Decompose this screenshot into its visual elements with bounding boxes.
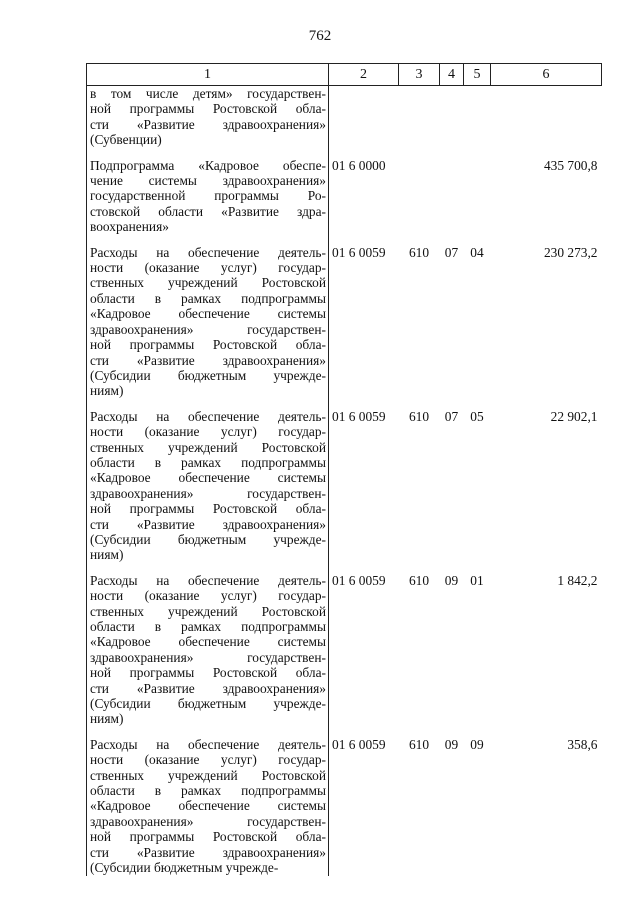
spacer-cell <box>491 399 602 409</box>
section-cell: 07 <box>444 408 459 424</box>
description-line: «Кадровое обеспечение системы <box>90 470 326 486</box>
description-line: ной программы Ростовской обла- <box>90 337 326 353</box>
expense-type-cell: 610 <box>408 244 430 260</box>
expense-type-cell: 610 <box>408 736 430 752</box>
description-line: сти «Развитие здравоохранения» <box>90 516 326 532</box>
description-line: ности (оказание услуг) государ- <box>90 424 326 440</box>
description-line: государственной программы Ро- <box>90 188 326 204</box>
spacer-cell <box>464 148 491 158</box>
spacer-cell <box>399 727 440 737</box>
description-line: области в рамках подпрограммы <box>90 783 326 799</box>
description-cell <box>87 158 329 235</box>
description-line: ниям) <box>90 711 124 727</box>
spacer-cell <box>87 727 329 737</box>
description-line: (Субсидии бюджетным учрежде- <box>90 367 326 383</box>
description-line: стовской области «Развитие здра- <box>90 203 326 219</box>
budget-table-container <box>86 63 601 876</box>
header-col-5: 5 <box>464 64 491 86</box>
header-col-2: 2 <box>329 64 399 86</box>
table-row <box>87 245 602 399</box>
spacer-cell <box>491 148 602 158</box>
target-code-cell: 01 6 0059 <box>332 244 386 260</box>
description-line: ности (оказание услуг) государ- <box>90 588 326 604</box>
table-row <box>87 409 602 563</box>
row-spacer <box>87 148 602 158</box>
spacer-cell <box>399 148 440 158</box>
subsection-cell <box>464 86 491 148</box>
spacer-cell <box>87 148 329 158</box>
description-line: ниям) <box>90 547 124 563</box>
description-line: воохранения» <box>90 219 169 235</box>
description-line: ной программы Ростовской обла- <box>90 101 326 117</box>
table-body <box>87 86 602 876</box>
subsection-cell: 04 <box>470 244 484 260</box>
description-line: «Кадровое обеспечение системы <box>90 634 326 650</box>
spacer-cell <box>440 727 464 737</box>
spacer-cell <box>491 727 602 737</box>
description-line: ственных учреждений Ростовской <box>90 603 326 619</box>
target-code-cell <box>329 86 399 148</box>
row-spacer <box>87 399 602 409</box>
amount-cell: 22 902,1 <box>550 408 598 424</box>
amount-cell: 358,6 <box>567 736 598 752</box>
expense-type-cell <box>399 158 440 235</box>
subsection-cell: 05 <box>470 408 484 424</box>
amount-cell: 435 700,8 <box>543 157 598 173</box>
budget-table <box>86 63 602 876</box>
subsection-cell: 09 <box>470 736 484 752</box>
description-cell <box>87 86 329 148</box>
description-line: Расходы на обеспечение деятель- <box>90 244 326 260</box>
spacer-cell <box>464 399 491 409</box>
section-cell <box>440 86 464 148</box>
description-line: ной программы Ростовской обла- <box>90 829 326 845</box>
description-line: ности (оказание услуг) государ- <box>90 260 326 276</box>
description-line: сти «Развитие здравоохранения» <box>90 352 326 368</box>
description-line: сти «Развитие здравоохранения» <box>90 680 326 696</box>
description-line: в том числе детям» государствен- <box>90 86 326 101</box>
target-code-cell: 01 6 0059 <box>332 408 386 424</box>
target-code-cell: 01 6 0059 <box>332 572 386 588</box>
description-line: ной программы Ростовской обла- <box>90 665 326 681</box>
table-row <box>87 573 602 727</box>
page-number: 762 <box>308 28 332 44</box>
description-line: «Кадровое обеспечение системы <box>90 798 326 814</box>
spacer-cell <box>440 235 464 245</box>
description-line: области в рамках подпрограммы <box>90 290 326 306</box>
description-line: Расходы на обеспечение деятель- <box>90 736 326 752</box>
description-cell <box>87 409 329 563</box>
description-line: (Субсидии бюджетным учрежде- <box>90 696 326 712</box>
description-line: области в рамках подпрограммы <box>90 619 326 634</box>
expense-type-cell: 610 <box>408 408 430 424</box>
spacer-cell <box>399 235 440 245</box>
description-line: сти «Развитие здравоохранения» <box>90 116 326 132</box>
spacer-cell <box>491 563 602 573</box>
description-line: (Субвенции) <box>90 132 162 148</box>
section-cell <box>440 158 464 235</box>
spacer-cell <box>329 727 399 737</box>
spacer-cell <box>329 235 399 245</box>
header-row <box>87 64 602 86</box>
spacer-cell <box>329 563 399 573</box>
description-line: здравоохранения» государствен- <box>90 649 326 665</box>
amount-cell: 230 273,2 <box>543 244 598 260</box>
table-row <box>87 737 602 876</box>
subsection-cell <box>464 158 491 235</box>
section-cell: 07 <box>444 244 459 260</box>
header-col-3: 3 <box>399 64 440 86</box>
description-line: ниям) <box>90 383 124 399</box>
description-line: ственных учреждений Ростовской <box>90 767 326 783</box>
header-col-4: 4 <box>440 64 464 86</box>
description-line: Расходы на обеспечение деятель- <box>90 408 326 424</box>
description-cell <box>87 245 329 399</box>
amount-cell <box>491 86 602 148</box>
description-line: ной программы Ростовской обла- <box>90 501 326 517</box>
subsection-cell: 01 <box>470 572 484 588</box>
spacer-cell <box>87 563 329 573</box>
target-code-cell: 01 6 0000 <box>332 157 386 173</box>
spacer-cell <box>440 563 464 573</box>
description-line: области в рамках подпрограммы <box>90 454 326 470</box>
header-col-1: 1 <box>87 64 329 86</box>
spacer-cell <box>491 235 602 245</box>
spacer-cell <box>464 235 491 245</box>
target-code-cell: 01 6 0059 <box>332 736 386 752</box>
description-line: здравоохранения» государствен- <box>90 321 326 337</box>
description-line: ственных учреждений Ростовской <box>90 275 326 291</box>
spacer-cell <box>440 399 464 409</box>
table-row <box>87 86 602 148</box>
table-row <box>87 158 602 235</box>
amount-cell: 1 842,2 <box>557 572 598 588</box>
description-line: (Субсидии бюджетным учрежде- <box>90 531 326 547</box>
description-line: (Субсидии бюджетным учрежде- <box>90 860 279 876</box>
spacer-cell <box>464 563 491 573</box>
description-line: здравоохранения» государствен- <box>90 485 326 501</box>
description-cell <box>87 573 329 727</box>
expense-type-cell: 610 <box>408 572 430 588</box>
table-header <box>87 64 602 86</box>
spacer-cell <box>87 399 329 409</box>
description-line: ности (оказание услуг) государ- <box>90 752 326 768</box>
header-col-6: 6 <box>491 64 602 86</box>
spacer-cell <box>329 148 399 158</box>
description-line: ственных учреждений Ростовской <box>90 439 326 455</box>
description-line: Подпрограмма «Кадровое обеспе- <box>90 157 326 173</box>
description-line: Расходы на обеспечение деятель- <box>90 572 326 588</box>
row-spacer <box>87 727 602 737</box>
spacer-cell <box>399 399 440 409</box>
section-cell: 09 <box>444 736 459 752</box>
row-spacer <box>87 563 602 573</box>
description-line: сти «Развитие здравоохранения» <box>90 844 326 860</box>
spacer-cell <box>440 148 464 158</box>
description-cell <box>87 737 329 876</box>
description-line: чение системы здравоохранения» <box>90 173 326 189</box>
description-line: «Кадровое обеспечение системы <box>90 306 326 322</box>
spacer-cell <box>464 727 491 737</box>
row-spacer <box>87 235 602 245</box>
expense-type-cell <box>399 86 440 148</box>
spacer-cell <box>399 563 440 573</box>
description-line: здравоохранения» государствен- <box>90 813 326 829</box>
section-cell: 09 <box>444 572 459 588</box>
spacer-cell <box>329 399 399 409</box>
spacer-cell <box>87 235 329 245</box>
